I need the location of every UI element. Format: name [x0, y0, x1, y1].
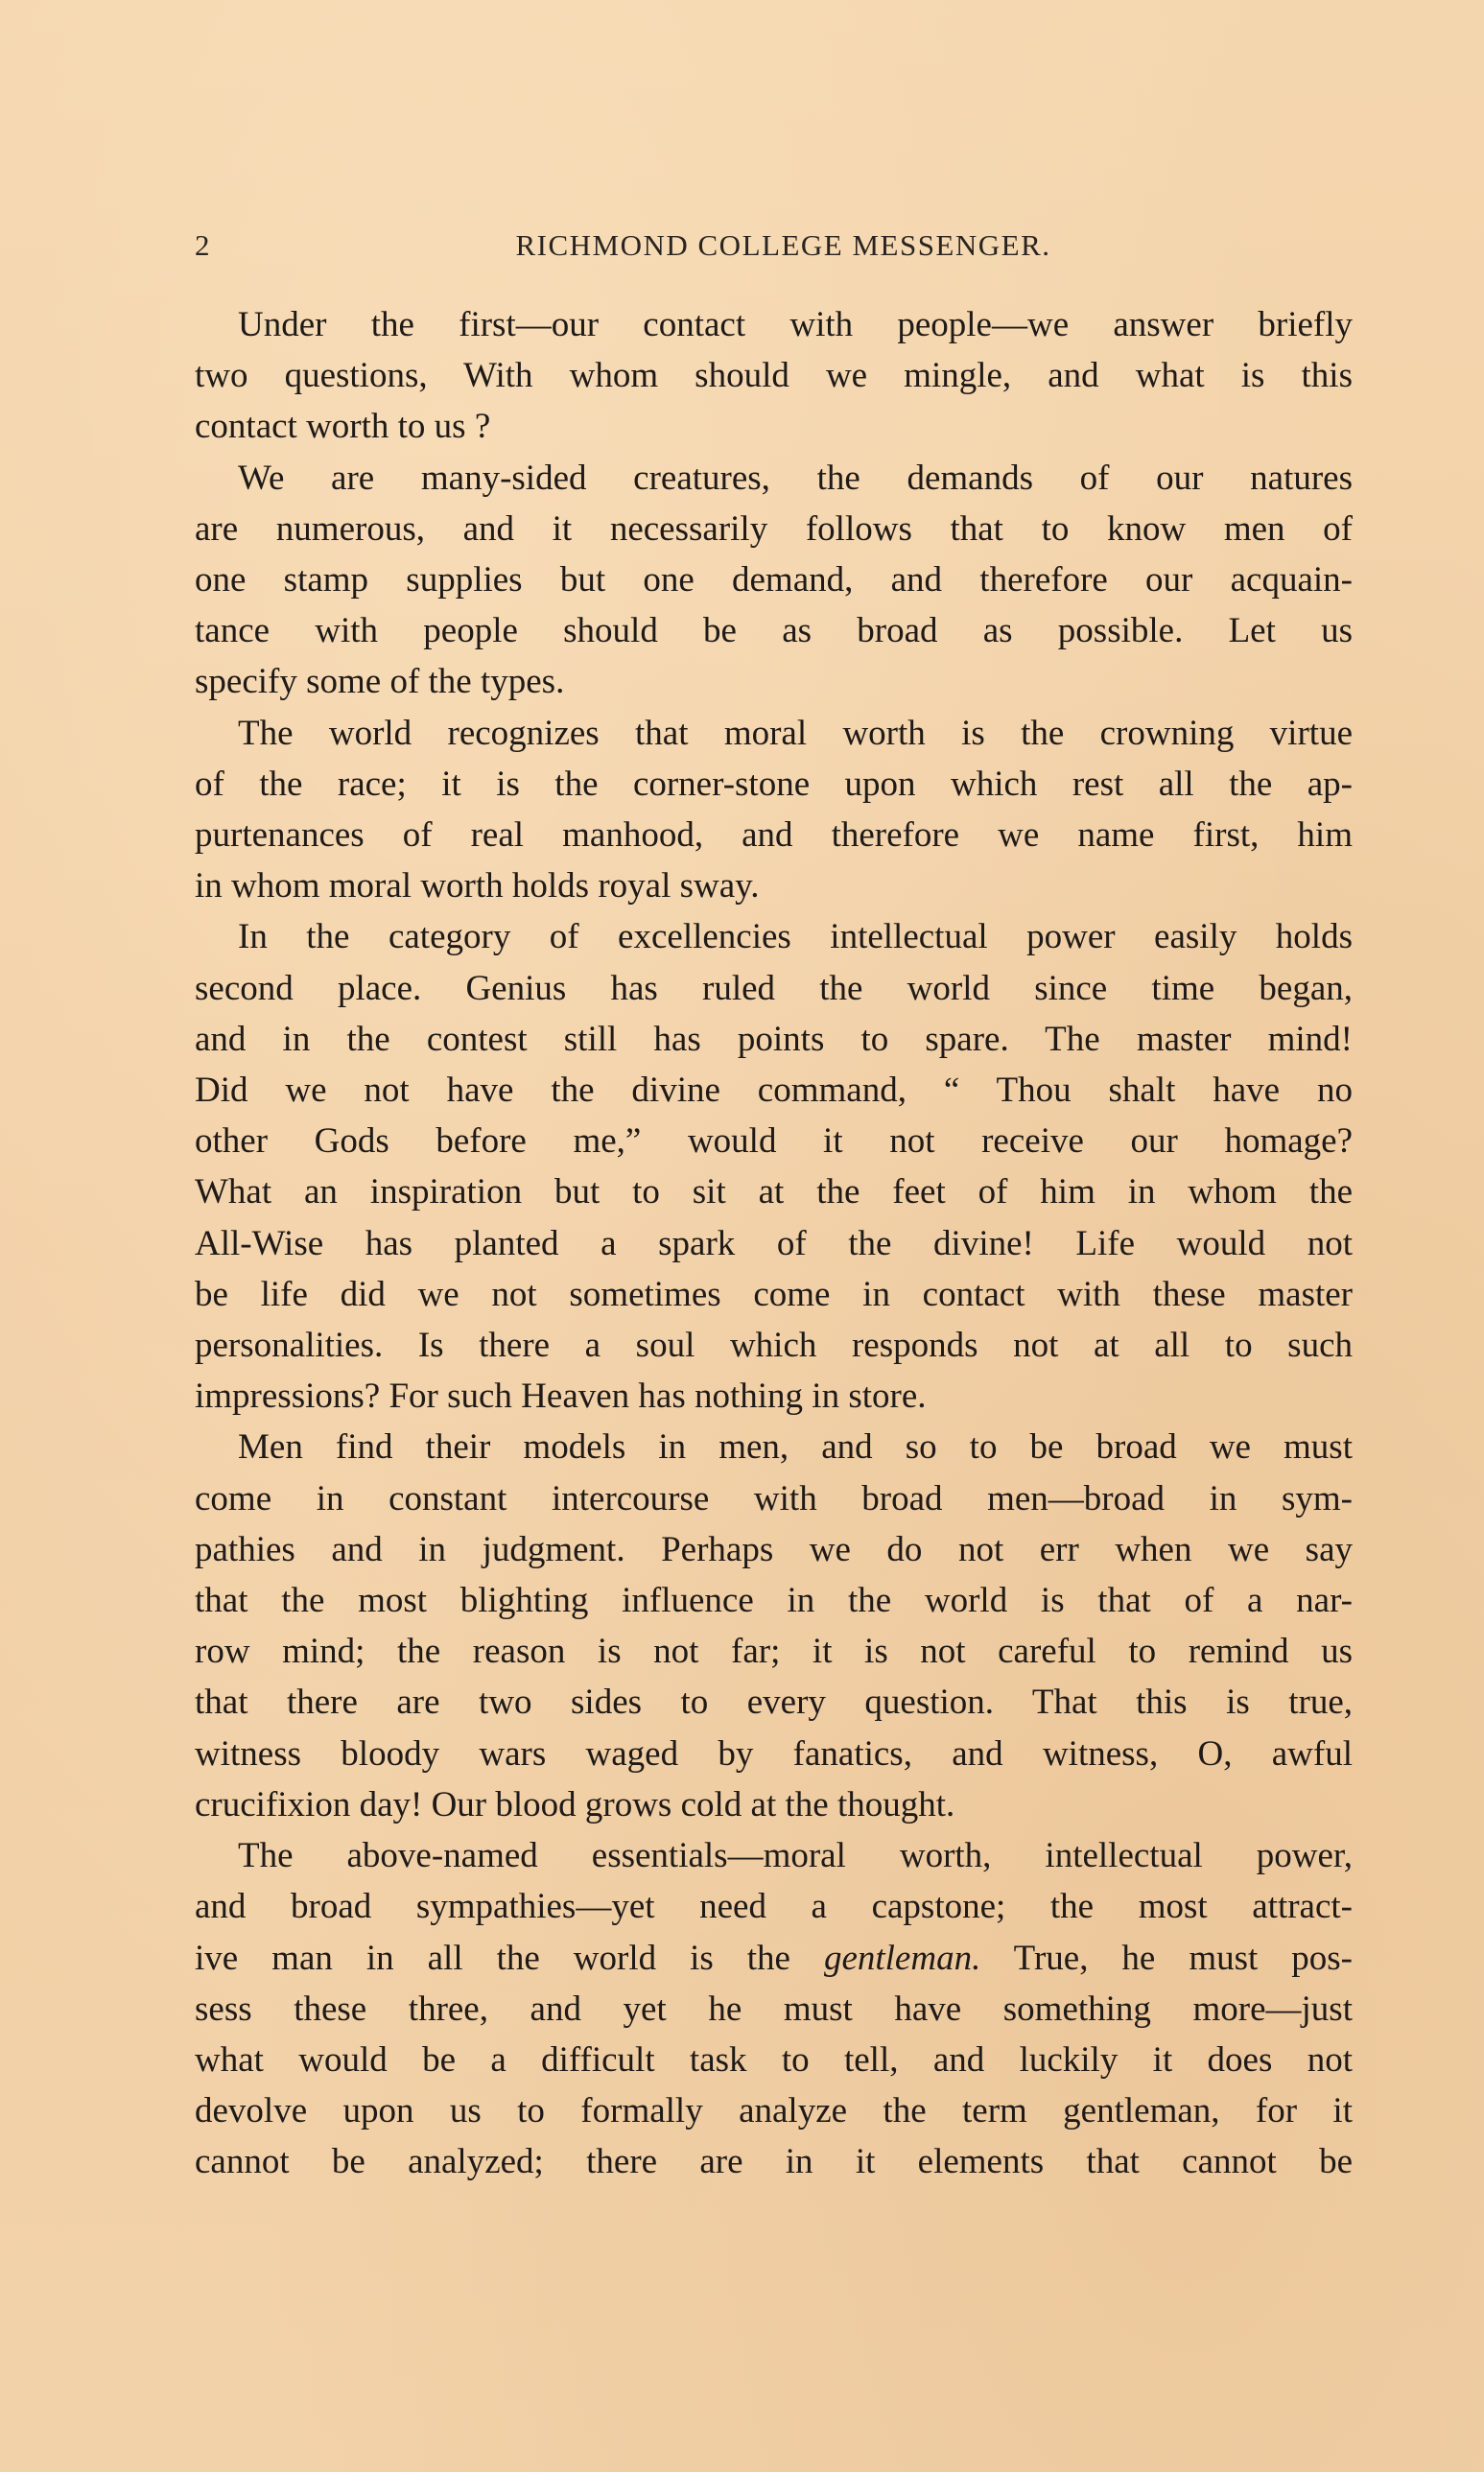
text-line: devolve upon us to formally analyze the term gentleman, for it: [195, 2091, 1353, 2131]
text-line: contact worth to us ?: [195, 407, 491, 447]
text-line: row mind; the reason is not far; it is not careful to remind us: [195, 1632, 1353, 1672]
text-line: are numerous, and it necessarily follows that to know men of: [195, 508, 1353, 549]
page-number: 2: [195, 228, 211, 262]
text-line: impressions? For such Heaven has nothing in store.: [195, 1377, 927, 1417]
text-line: second place. Genius has ruled the world since time began,: [195, 968, 1353, 1008]
text-line: crucifixion day! Our blood grows cold at the thought.: [195, 1784, 955, 1825]
text-run: ive man in all the world is the: [195, 1938, 824, 1978]
text-line: come in constant intercourse with broad men—broad in sym-: [195, 1478, 1353, 1519]
text-line: specify some of the types.: [195, 662, 565, 702]
text-line: The world recognizes that moral worth is the crowning virtue: [238, 713, 1353, 753]
text-line-with-italic: [195, 1933, 1353, 1984]
text-line: in whom moral worth holds royal sway.: [195, 866, 760, 906]
paragraph: [195, 708, 1353, 912]
text-line: personalities. Is there a soul which responds not at all to such: [195, 1326, 1353, 1366]
text-line: cannot be analyzed; there are in it elements that cannot be: [195, 2142, 1353, 2182]
text-line: We are many-sided creatures, the demands of our natures: [238, 458, 1353, 498]
paragraph: [195, 911, 1353, 1422]
text-line: Did we not have the divine command, “ Thou shalt have no: [195, 1071, 1353, 1111]
paragraph: [195, 453, 1353, 708]
text-line: All-Wise has planted a spark of the divine! Life would not: [195, 1223, 1353, 1263]
page-header: [195, 228, 1353, 274]
text-line: tance with people should be as broad as possible. Let us: [195, 611, 1353, 651]
running-head: RICHMOND COLLEGE MESSENGER.: [515, 228, 1051, 262]
article-body: [195, 299, 1353, 2188]
text-run: True, he must pos-: [980, 1938, 1353, 1978]
text-line: other Gods before me,” would it not receive our homage?: [195, 1121, 1353, 1162]
text-line: Men find their models in men, and so to be broad we must: [238, 1427, 1353, 1468]
text-line: purtenances of real manhood, and therefore we name first, him: [195, 815, 1353, 856]
text-line: The above-named essentials—moral worth, intellectual power,: [238, 1836, 1353, 1876]
text-line: that the most blighting influence in the world is that of a nar-: [195, 1581, 1353, 1621]
text-line: witness bloody wars waged by fanatics, and witness, O, awful: [195, 1733, 1353, 1774]
paragraph: [195, 1830, 1353, 2187]
text-line: pathies and in judgment. Perhaps we do not err when we say: [195, 1529, 1353, 1569]
italic-term: gentleman.: [823, 1938, 981, 1978]
text-line: sess these three, and yet he must have something more—just: [195, 1989, 1353, 2029]
text-line: What an inspiration but to sit at the feet of him in whom the: [195, 1172, 1353, 1212]
text-line: that there are two sides to every question. That this is true,: [195, 1683, 1353, 1723]
text-line: be life did we not sometimes come in contact with these master: [195, 1274, 1353, 1314]
paragraph: [195, 299, 1353, 453]
text-line: of the race; it is the corner-stone upon which rest all the ap-: [195, 764, 1353, 804]
text-line: one stamp supplies but one demand, and therefore our acquain-: [195, 560, 1353, 600]
paragraph: [195, 1422, 1353, 1830]
text-line: and broad sympathies—yet need a capstone; the most attract-: [195, 1887, 1353, 1927]
text-line: two questions, With whom should we mingle, and what is this: [195, 356, 1353, 396]
text-line: and in the contest still has points to spare. The master mind!: [195, 1019, 1353, 1059]
text-line: In the category of excellencies intellectual power easily holds: [238, 917, 1353, 957]
text-line: what would be a difficult task to tell, and luckily it does not: [195, 2039, 1353, 2080]
text-line: Under the first—our contact with people—we answer briefly: [238, 305, 1353, 344]
